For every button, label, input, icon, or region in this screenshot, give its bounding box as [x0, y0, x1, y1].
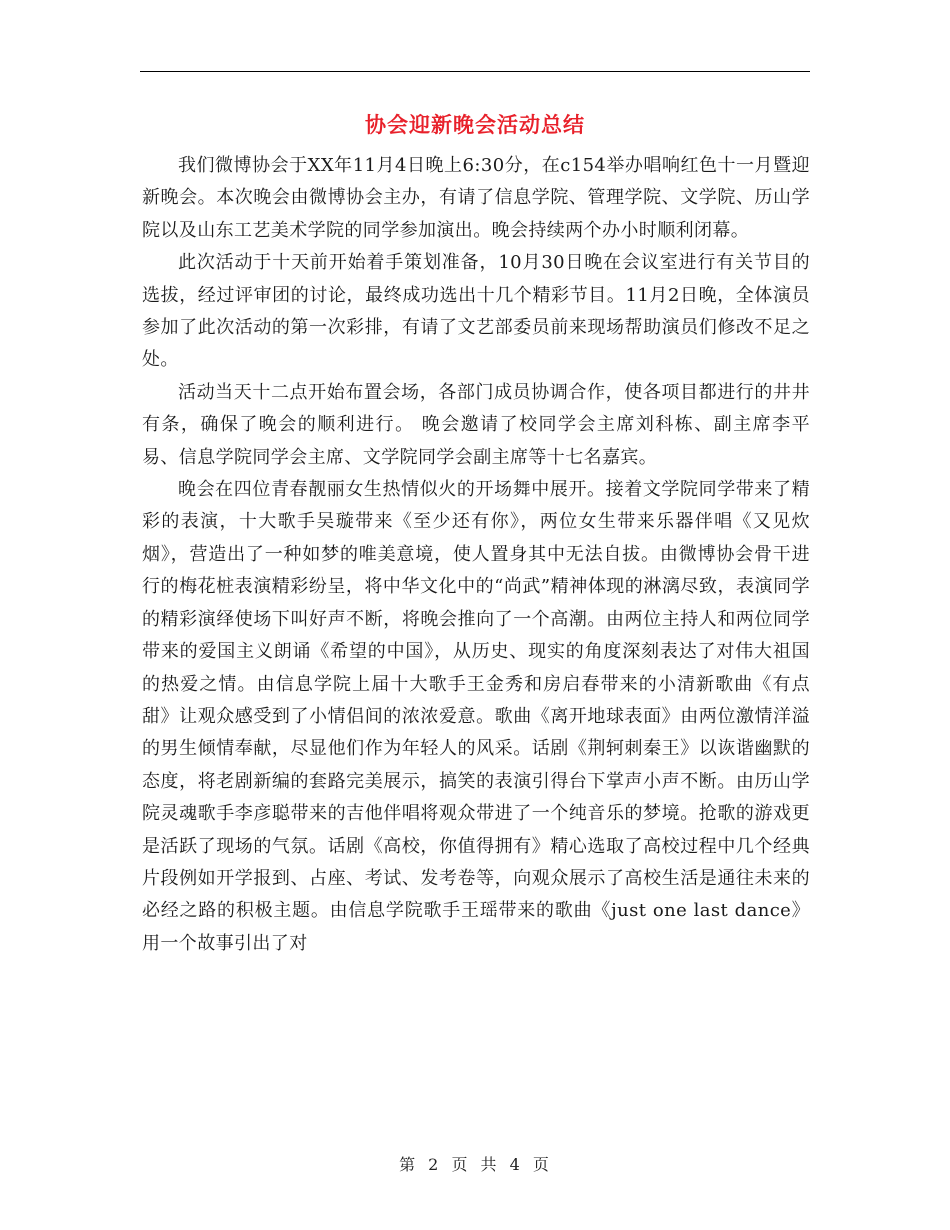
- paragraph-venue-guests: 活动当天十二点开始布置会场，各部门成员协调合作，使各项目都进行的井井有条，确保了晚会的顺利进行。 晚会邀请了校同学会主席刘科栋、副主席李平易、信息学院同学会主席、文学院同学会副主席等十七名嘉宾。: [142, 381, 810, 468]
- paragraph-preparation: 此次活动于十天前开始着手策划准备，10月30日晚在会议室进行有关节目的选拔，经过评审团的讨论，最终成功选出十几个精彩节目。11月2日晚，全体演员参加了此次活动的第一次彩排，有请了文艺部委员前来现场帮助演员们修改不足之处。: [142, 252, 810, 371]
- page-number-footer: 第 2 页 共 4 页: [399, 1155, 551, 1174]
- paragraph-intro: 我们微博协会于XX年11月4日晚上6:30分，在c154举办唱响红色十一月暨迎新晚会。本次晚会由微博协会主办，有请了信息学院、管理学院、文学院、历山学院以及山东工艺美术学院的同学参加演出。晚会持续两个办小时顺利闭幕。: [142, 155, 810, 241]
- paragraph-performances: 晚会在四位青春靓丽女生热情似火的开场舞中展开。接着文学院同学带来了精彩的表演，十大歌手吴璇带来《至少还有你》，两位女生带来乐器伴唱《又见炊烟》，营造出了一种如梦的唯美意境，使人置身其中无法自拔。由微博协会骨干进行的梅花桩表演精彩纷呈，将中华文化中的“尚武”精神体现的淋漓尽致，表演同学的精彩演绎使场下叫好声不断，将晚会推向了一个高潮。由两位主持人和两位同学带来的爱国主义朗诵《希望的中国》，从历史、现实的角度深刻表达了对伟大祖国的热爱之情。由信息学院上届十大歌手王金秀和房启春带来的小清新歌曲《有点甜》让观众感受到了小情侣间的浓浓爱意。歌曲《离开地球表面》由两位激情洋溢的男生倾情奉献，尽显他们作为年轻人的风采。话剧《荆轲刺秦王》以诙谐幽默的态度，将老剧新编的套路完美展示，搞笑的表演引得台下掌声小声不断。由历山学院灵魂歌手李彦聪带来的吉他伴唱将观众带进了一个纯音乐的梦境。抢歌的游戏更是活跃了现场的气氛。话剧《高校，你值得拥有》精心选取了高校过程中几个经典片段例如开学报到、占座、考试、发考卷等，向观众展示了高校生活是通往未来的必经之路的积极主题。由信息学院歌手王瑶带来的歌曲《just one last dance》用一个故事引出了对: [142, 479, 810, 954]
- header-rule: [140, 71, 810, 72]
- document-title: 协会迎新晚会活动总结: [365, 112, 585, 137]
- document-body: [142, 150, 810, 960]
